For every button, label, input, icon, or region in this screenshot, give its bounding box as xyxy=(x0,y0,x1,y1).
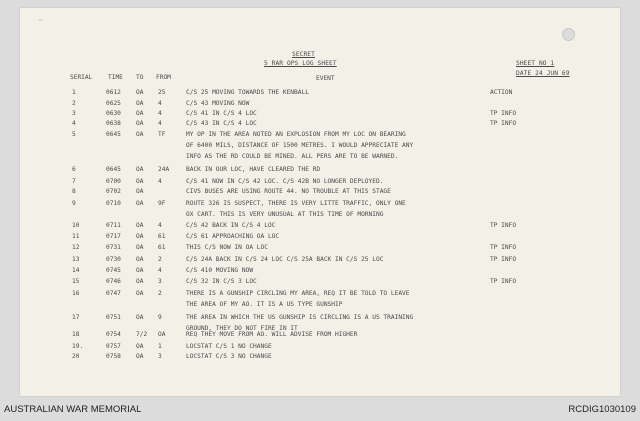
cell-event: THERE IS A GUNSHIP CIRCLING MY AREA, REQ IT BE TOLD TO LEAVE xyxy=(186,290,410,297)
table-row xyxy=(20,290,620,308)
cell-from: 2 xyxy=(158,290,162,297)
cell-serial: 18 xyxy=(72,331,80,338)
cell-time: 0710 xyxy=(106,200,121,207)
cell-to: OA xyxy=(136,314,144,321)
cell-event: REQ THEY MOVE FROM AO. WILL ADVISE FROM HIGHER xyxy=(186,331,358,338)
classification: SECRET xyxy=(292,51,315,58)
cell-time: 0746 xyxy=(106,278,121,285)
cell-from: 4 xyxy=(158,100,162,107)
cell-to: OA xyxy=(136,343,144,350)
cell-event: THE AREA OF MY AO. IT IS A US TYPE GUNSHIP xyxy=(186,301,343,308)
table-row xyxy=(20,100,620,110)
cell-to: OA xyxy=(136,120,144,127)
table-row xyxy=(20,256,620,266)
cell-to: OA xyxy=(136,353,144,360)
cell-event: OF 6400 MILS, DISTANCE OF 1500 METRES. I WOULD APPRECIATE ANY xyxy=(186,142,414,149)
table-row xyxy=(20,267,620,277)
cell-from: 25 xyxy=(158,89,166,96)
table-row xyxy=(20,110,620,120)
cell-to: OA xyxy=(136,200,144,207)
cell-to: OA xyxy=(136,166,144,173)
cell-time: 0754 xyxy=(106,331,121,338)
cell-from: 61 xyxy=(158,244,166,251)
table-row xyxy=(20,120,620,130)
table-row xyxy=(20,314,620,332)
cell-event: C/S 61 APPROACHING OA LOC xyxy=(186,233,280,240)
cell-from: 2 xyxy=(158,256,162,263)
cell-time: 0758 xyxy=(106,353,121,360)
table-row xyxy=(20,222,620,232)
cell-event: CIVS BUSES ARE USING ROUTE 44. NO TROUBLE AT THIS STAGE xyxy=(186,188,391,195)
cell-serial: 2 xyxy=(72,100,76,107)
cell-event: C/S 43 IN C/S 4 LOC xyxy=(186,120,257,127)
cell-to: OA xyxy=(136,100,144,107)
table-row xyxy=(20,233,620,243)
cell-serial: 17 xyxy=(72,314,80,321)
cell-event: THIS C/S NOW IN OA LOC xyxy=(186,244,268,251)
cell-time: 0612 xyxy=(106,89,121,96)
col-serial: SERIAL xyxy=(70,74,93,81)
cell-time: 0638 xyxy=(106,120,121,127)
cell-to: OA xyxy=(136,222,144,229)
cell-event: C/S 41 NOW IN C/S 42 LOC. C/S 42B NO LONGER DEPLOYED. xyxy=(186,178,384,185)
cell-time: 0645 xyxy=(106,166,121,173)
cell-action: TP INFO xyxy=(490,244,517,251)
cell-from: OA xyxy=(158,331,166,338)
cell-to: OA xyxy=(136,178,144,185)
cell-action: TP INFO xyxy=(490,110,517,117)
cell-event: INFO AS THE RD COULD BE MINED. ALL PERS ARE TO BE WARNED. xyxy=(186,153,399,160)
cell-serial: 16 xyxy=(72,290,80,297)
pencil-mark-icon: ~ xyxy=(38,17,44,24)
cell-from: 9 xyxy=(158,314,162,321)
cell-event: ROUTE 326 IS SUSPECT, THERE IS VERY LITTE TRAFFIC, ONLY ONE xyxy=(186,200,406,207)
cell-from: 4 xyxy=(158,110,162,117)
cell-action: TP INFO xyxy=(490,222,517,229)
table-row xyxy=(20,278,620,288)
cell-from: TF xyxy=(158,131,166,138)
cell-event: LOCSTAT C/S 1 NO CHANGE xyxy=(186,343,272,350)
cell-action: TP INFO xyxy=(490,278,517,285)
cell-time: 0730 xyxy=(106,256,121,263)
cell-from: 3 xyxy=(158,353,162,360)
cell-event: OX CART. THIS IS VERY UNUSUAL AT THIS TIME OF MORNING xyxy=(186,211,384,218)
cell-to: OA xyxy=(136,290,144,297)
cell-from: 4 xyxy=(158,178,162,185)
cell-time: 0751 xyxy=(106,314,121,321)
table-row xyxy=(20,188,620,198)
cell-serial: 4 xyxy=(72,120,76,127)
cell-time: 0745 xyxy=(106,267,121,274)
cell-action: TP INFO xyxy=(490,120,517,127)
cell-time: 0711 xyxy=(106,222,121,229)
cell-serial: 15 xyxy=(72,278,80,285)
sheet-number: SHEET NO 1 xyxy=(516,60,555,67)
cell-serial: 9 xyxy=(72,200,76,207)
col-time: TIME xyxy=(108,74,123,81)
cell-from: 4 xyxy=(158,120,162,127)
cell-serial: 1 xyxy=(72,89,76,96)
cell-time: 0747 xyxy=(106,290,121,297)
cell-serial: 20 xyxy=(72,353,80,360)
table-row xyxy=(20,244,620,254)
page-title: 5 RAR OPS LOG SHEET xyxy=(264,60,337,67)
document-page xyxy=(20,8,620,396)
cell-action: TP INFO xyxy=(490,256,517,263)
cell-event: C/S 25 MOVING TOWARDS THE KENBALL xyxy=(186,89,309,96)
table-row xyxy=(20,331,620,341)
punch-hole xyxy=(562,28,575,41)
cell-serial: 12 xyxy=(72,244,80,251)
cell-event: C/S 24A BACK IN C/S 24 LOC C/S 25A BACK IN C/S 25 LOC xyxy=(186,256,384,263)
cell-from: 3 xyxy=(158,278,162,285)
table-row xyxy=(20,178,620,188)
cell-to: OA xyxy=(136,267,144,274)
cell-event: THE AREA IN WHICH THE US GUNSHIP IS CIRCLING IS A US TRAINING xyxy=(186,314,414,321)
cell-to: OA xyxy=(136,233,144,240)
cell-time: 0717 xyxy=(106,233,121,240)
cell-serial: 19. xyxy=(72,343,84,350)
cell-to: OA xyxy=(136,131,144,138)
cell-to: OA xyxy=(136,278,144,285)
cell-time: 0625 xyxy=(106,100,121,107)
table-row xyxy=(20,166,620,176)
cell-serial: 5 xyxy=(72,131,76,138)
cell-time: 0702 xyxy=(106,188,121,195)
table-row xyxy=(20,353,620,363)
cell-from: 24A xyxy=(158,166,170,173)
cell-serial: 8 xyxy=(72,188,76,195)
cell-event: C/S 43 MOVING NOW xyxy=(186,100,250,107)
cell-time: 0757 xyxy=(106,343,121,350)
cell-from: 4 xyxy=(158,222,162,229)
cell-event: C/S 32 IN C/S 3 LOC xyxy=(186,278,257,285)
cell-to: OA xyxy=(136,89,144,96)
table-row xyxy=(20,131,620,160)
cell-serial: 3 xyxy=(72,110,76,117)
col-event: EVENT xyxy=(316,75,335,82)
cell-serial: 13 xyxy=(72,256,80,263)
cell-serial: 7 xyxy=(72,178,76,185)
cell-event: BACK IN OUR LOC, HAVE CLEARED THE RD xyxy=(186,166,321,173)
table-row xyxy=(20,200,620,218)
cell-event: MY OP IN THE AREA NOTED AN EXPLOSION FROM MY LOC ON BEARING xyxy=(186,131,406,138)
col-from: FROM xyxy=(156,74,171,81)
cell-from: 61 xyxy=(158,233,166,240)
cell-event: C/S 41 IN C/S 4 LOC xyxy=(186,110,257,117)
table-row xyxy=(20,343,620,353)
cell-to: OA xyxy=(136,188,144,195)
cell-from: 1 xyxy=(158,343,162,350)
cell-to: OA xyxy=(136,256,144,263)
cell-action: ACTION xyxy=(490,89,513,96)
cell-event: GROUND, THEY DO NOT FIRE IN IT xyxy=(186,325,298,332)
cell-to: OA xyxy=(136,110,144,117)
cell-from: 9F xyxy=(158,200,166,207)
cell-time: 0645 xyxy=(106,131,121,138)
cell-time: 0731 xyxy=(106,244,121,251)
cell-event: C/S 42 BACK IN C/S 4 LOC xyxy=(186,222,276,229)
cell-to: 7/2 xyxy=(136,331,148,338)
footer-ref: RCDIG1030109 xyxy=(568,404,636,415)
cell-serial: 10 xyxy=(72,222,80,229)
col-to: TO xyxy=(136,74,144,81)
cell-time: 0630 xyxy=(106,110,121,117)
cell-event: C/S 410 MOVING NOW xyxy=(186,267,254,274)
table-row xyxy=(20,89,620,99)
cell-serial: 6 xyxy=(72,166,76,173)
cell-to: OA xyxy=(136,244,144,251)
cell-event: LOCSTAT C/S 3 NO CHANGE xyxy=(186,353,272,360)
footer-archive: AUSTRALIAN WAR MEMORIAL xyxy=(4,404,142,415)
cell-serial: 11 xyxy=(72,233,80,240)
cell-from: 4 xyxy=(158,267,162,274)
log-date: DATE 24 JUN 69 xyxy=(516,70,570,77)
cell-time: 0700 xyxy=(106,178,121,185)
cell-serial: 14 xyxy=(72,267,80,274)
